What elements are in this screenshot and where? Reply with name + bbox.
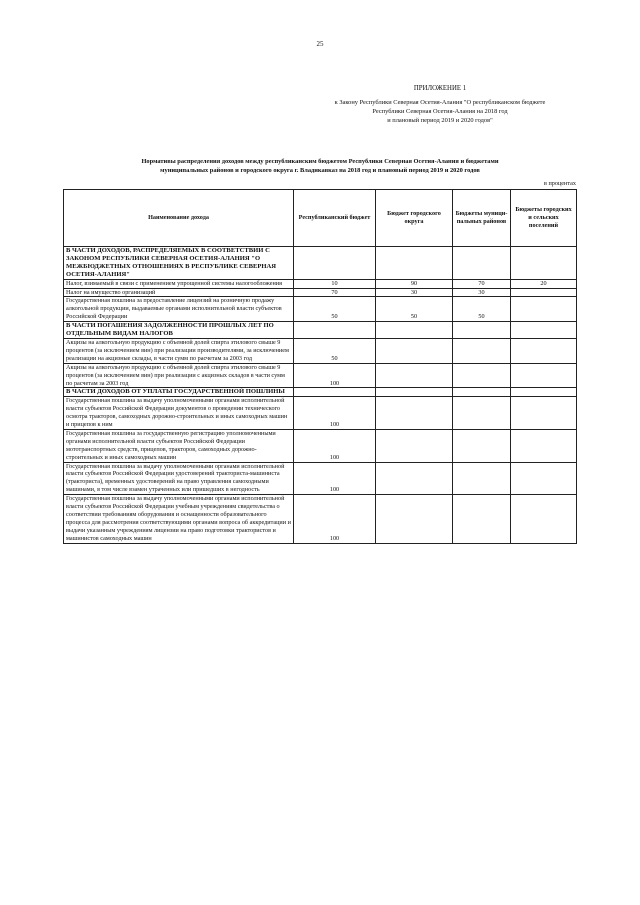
republic-budget-value bbox=[294, 322, 376, 339]
section-heading: В ЧАСТИ ДОХОДОВ, РАСПРЕДЕЛЯЕМЫХ В СООТВЕТСТВИИ С ЗАКОНОМ РЕСПУБЛИКИ СЕВЕРНАЯ ОСЕТИЯ-АЛАНИЯ "О МЕЖБЮДЖЕТНЫХ ОТНОШЕНИЯХ В РЕСПУБЛИКЕ СЕВЕРНАЯ ОСЕТИЯ-АЛАНИЯ" bbox=[64, 247, 294, 280]
municipal-district-value bbox=[453, 429, 511, 462]
revenue-name-cell: Акцизы на алкогольную продукцию с объемной долей спирта этилового свыше 9 процентов (за исключением вин) при реализации производителями, за исключением реализации на акцизные склады, в части сумм по расчетам за 2003 год bbox=[64, 338, 294, 363]
city-district-value bbox=[376, 397, 453, 430]
settlement-value bbox=[511, 397, 577, 430]
table-body bbox=[64, 247, 577, 544]
settlement-value bbox=[511, 363, 577, 388]
table-row bbox=[64, 297, 577, 322]
city-district-value: 30 bbox=[376, 288, 453, 297]
appendix-line-1: к Закону Республики Северная Осетия-Алания "О республиканском бюджете bbox=[334, 99, 546, 106]
republic-budget-value: 100 bbox=[294, 363, 376, 388]
municipal-district-value bbox=[453, 322, 511, 339]
table-row bbox=[64, 363, 577, 388]
revenue-name-cell: Государственная пошлина за выдачу уполномоченными органами исполнительной власти субъектов Российской Федерации документов о проведении технического осмотра тракторов, самоходных дорожно-строительных и иных самоходных машин и прицепов к ним bbox=[64, 397, 294, 430]
settlement-value: 20 bbox=[511, 279, 577, 288]
city-district-value bbox=[376, 429, 453, 462]
city-district-value bbox=[376, 363, 453, 388]
municipal-district-value bbox=[453, 462, 511, 495]
settlement-value bbox=[511, 462, 577, 495]
revenue-name-cell: Акцизы на алкогольную продукцию с объемной долей спирта этилового свыше 9 процентов (за исключением вин) при реализации с акцизных складов в части сумм по расчетам за 2003 год bbox=[64, 363, 294, 388]
republic-budget-value: 100 bbox=[294, 429, 376, 462]
republic-budget-value: 100 bbox=[294, 495, 376, 543]
city-district-value bbox=[376, 247, 453, 280]
municipal-district-value: 30 bbox=[453, 288, 511, 297]
page-number: 25 bbox=[316, 40, 324, 48]
settlement-value bbox=[511, 495, 577, 543]
republic-budget-value: 70 bbox=[294, 288, 376, 297]
municipal-district-value bbox=[453, 495, 511, 543]
republic-budget-value bbox=[294, 388, 376, 397]
section-heading: В ЧАСТИ ПОГАШЕНИЯ ЗАДОЛЖЕННОСТИ ПРОШЛЫХ ЛЕТ ПО ОТДЕЛЬНЫМ ВИДАМ НАЛОГОВ bbox=[64, 322, 294, 339]
revenue-name-cell: Налог, взимаемый в связи с применением упрощенной системы налогообложения bbox=[64, 279, 294, 288]
revenue-name-cell: Государственная пошлина за выдачу уполномоченными органами исполнительной власти субъектов Российской Федерации удостоверений тракториста-машиниста (тракториста), временных удостоверений на право управления самоходными машинами, в том числе взамен утраченных или пришедших в негодность bbox=[64, 462, 294, 495]
table-row bbox=[64, 429, 577, 462]
settlement-value bbox=[511, 429, 577, 462]
city-district-value bbox=[376, 388, 453, 397]
revenue-name-cell: Государственная пошлина за выдачу уполномоченными органами исполнительной власти субъектов Российской Федерации учебным учреждениям свидетельства о соответствии требованиям оборудования и оснащенности образовательного процесса для рассмотрения соответствующими органами вопроса об аккредитации и выдачи указанным учреждениям лицензии на право подготовки трактористов и машинистов самоходных машин bbox=[64, 495, 294, 543]
appendix-title: ПРИЛОЖЕНИЕ 1 bbox=[413, 85, 467, 92]
municipal-district-value bbox=[453, 247, 511, 280]
document-title bbox=[80, 157, 560, 175]
republic-budget-value bbox=[294, 247, 376, 280]
city-district-value bbox=[376, 338, 453, 363]
section-row bbox=[64, 388, 577, 397]
municipal-district-value bbox=[453, 388, 511, 397]
header-revenue-name: Наименование дохода bbox=[64, 190, 294, 247]
header-republic-budget: Республиканский бюджет bbox=[294, 190, 376, 247]
header-settlement-budgets: Бюджеты городских и сельских поселений bbox=[511, 190, 577, 247]
table-row bbox=[64, 462, 577, 495]
municipal-district-value bbox=[453, 363, 511, 388]
city-district-value: 90 bbox=[376, 279, 453, 288]
table-row bbox=[64, 279, 577, 288]
document-title-line-1: Нормативы распределения доходов между республиканским бюджетом Республики Северная Осетия-Алания и бюджетами bbox=[141, 158, 499, 165]
municipal-district-value bbox=[453, 397, 511, 430]
revenue-distribution-table bbox=[63, 189, 577, 544]
settlement-value bbox=[511, 247, 577, 280]
republic-budget-value: 50 bbox=[294, 297, 376, 322]
republic-budget-value: 100 bbox=[294, 462, 376, 495]
header-city-district-budget: Бюджет городского округа bbox=[376, 190, 453, 247]
appendix-line-3: и плановый период 2019 и 2020 годов" bbox=[387, 117, 493, 124]
table-row bbox=[64, 397, 577, 430]
appendix-line-2: Республики Северная Осетия-Алания на 2018 год bbox=[372, 108, 508, 115]
city-district-value bbox=[376, 495, 453, 543]
municipal-district-value: 70 bbox=[453, 279, 511, 288]
republic-budget-value: 50 bbox=[294, 338, 376, 363]
table-header-row bbox=[64, 190, 577, 247]
appendix-header bbox=[300, 84, 580, 125]
republic-budget-value: 100 bbox=[294, 397, 376, 430]
section-row bbox=[64, 322, 577, 339]
settlement-value bbox=[511, 322, 577, 339]
document-title-line-2: муниципальных районов и городского округа г. Владикавказ на 2018 год и плановый период 2019 и 2020 годов bbox=[160, 167, 480, 174]
republic-budget-value: 10 bbox=[294, 279, 376, 288]
settlement-value bbox=[511, 297, 577, 322]
city-district-value bbox=[376, 462, 453, 495]
municipal-district-value bbox=[453, 338, 511, 363]
revenue-name-cell: Налог на имущество организаций bbox=[64, 288, 294, 297]
section-row bbox=[64, 247, 577, 280]
city-district-value: 50 bbox=[376, 297, 453, 322]
section-heading: В ЧАСТИ ДОХОДОВ ОТ УПЛАТЫ ГОСУДАРСТВЕННОЙ ПОШЛИНЫ bbox=[64, 388, 294, 397]
revenue-name-cell: Государственная пошлина за предоставление лицензий на розничную продажу алкогольной продукции, выдаваемые органами исполнительной власти субъектов Российской Федерации bbox=[64, 297, 294, 322]
table-row bbox=[64, 495, 577, 543]
settlement-value bbox=[511, 338, 577, 363]
table-row bbox=[64, 288, 577, 297]
settlement-value bbox=[511, 388, 577, 397]
table-row bbox=[64, 338, 577, 363]
settlement-value bbox=[511, 288, 577, 297]
municipal-district-value: 50 bbox=[453, 297, 511, 322]
units-note: в процентах bbox=[544, 180, 576, 187]
revenue-name-cell: Государственная пошлина за государственную регистрацию уполномоченными органами исполнительной власти субъектов Российской Федерации мототранспортных средств, прицепов, тракторов, самоходных дорожно-строительных и иных самоходных машин bbox=[64, 429, 294, 462]
header-municipal-district-budgets: Бюджеты муници-пальных районов bbox=[453, 190, 511, 247]
city-district-value bbox=[376, 322, 453, 339]
